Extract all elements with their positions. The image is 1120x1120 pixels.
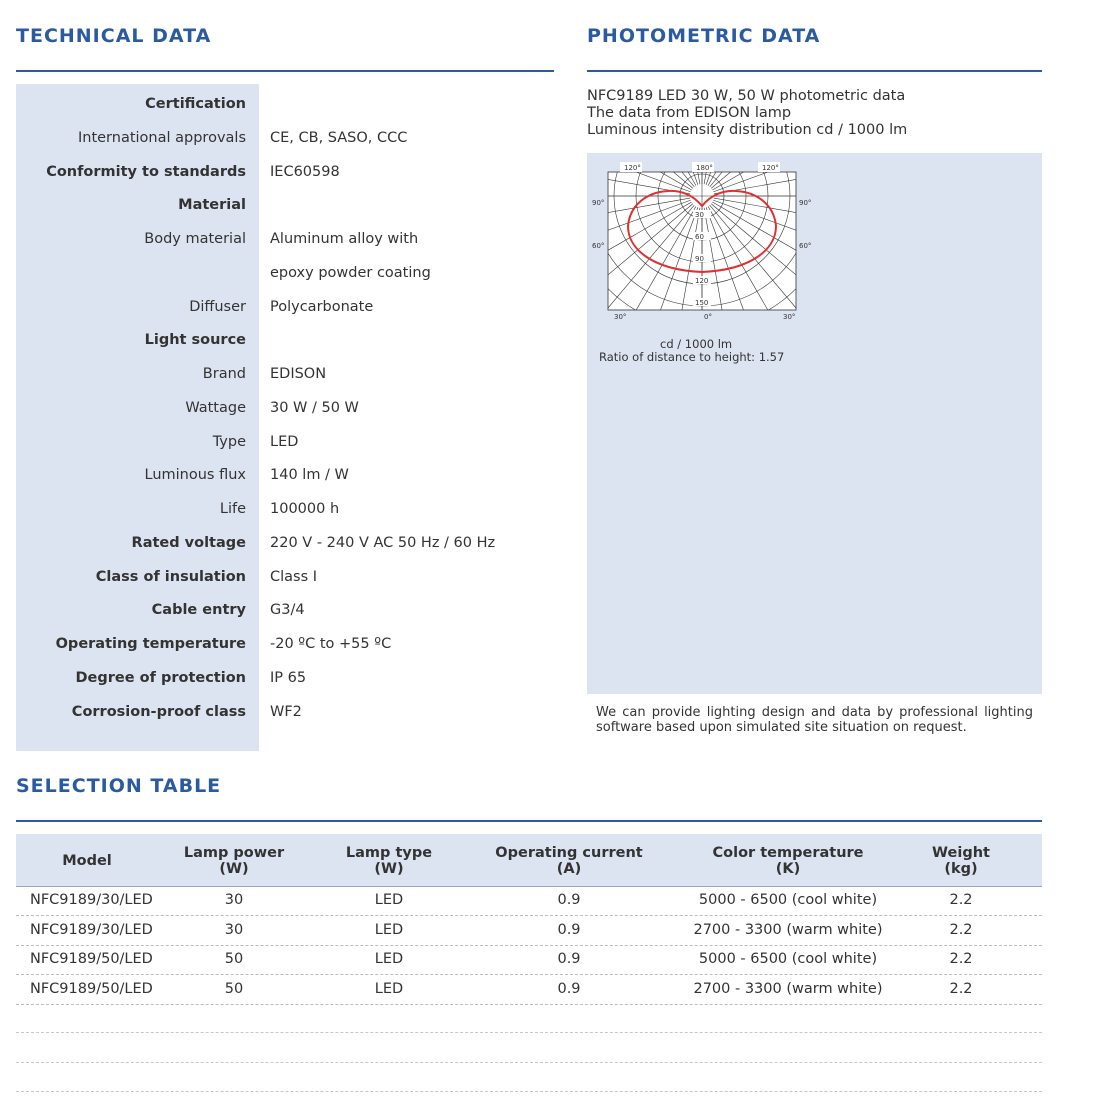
technical-row-label: Conformity to standards — [46, 163, 246, 180]
table-cell: NFC9189/50/LED — [30, 980, 153, 997]
table-cell: NFC9189/50/LED — [30, 951, 153, 967]
technical-row-value: IP 65 — [270, 669, 307, 686]
selection-title-rule — [16, 820, 1042, 822]
technical-row-value: Class I — [270, 568, 318, 585]
technical-data-title: TECHNICAL DATA — [16, 25, 212, 47]
technical-row-label: Corrosion-proof class — [71, 703, 246, 720]
technical-row-value: EDISON — [270, 366, 327, 382]
table-row — [16, 886, 1042, 916]
technical-row-label: Rated voltage — [131, 534, 246, 551]
technical-row-label: Type — [212, 433, 246, 450]
angle-label-left-upper: 90° — [592, 199, 605, 207]
ring-label: 120 — [695, 277, 709, 285]
technical-row-value: WF2 — [270, 703, 302, 720]
table-cell: 2.2 — [949, 951, 973, 967]
table-cell: 30 — [224, 921, 244, 938]
table-cell: 2700 - 3300 (warm white) — [693, 921, 883, 938]
angle-label-bottom-right: 30° — [783, 313, 796, 321]
table-cell: LED — [374, 921, 404, 938]
photometric-line-1: NFC9189 LED 30 W, 50 W photometric data — [587, 88, 906, 104]
ring-label: 60 — [695, 233, 704, 241]
technical-row — [16, 527, 576, 561]
table-cell: LED — [374, 951, 404, 967]
technical-row — [16, 122, 576, 156]
angle-label-top-center: 180° — [696, 164, 713, 172]
table-cell: 0.9 — [557, 951, 581, 967]
empty-row-divider — [16, 1032, 1042, 1033]
angle-label-bottom-left: 30° — [614, 313, 627, 321]
technical-row-value: IEC60598 — [270, 163, 340, 180]
technical-row-label: Light source — [144, 332, 246, 349]
technical-row — [16, 156, 576, 190]
technical-row-label: Luminous flux — [144, 467, 246, 484]
empty-row-divider — [16, 1062, 1042, 1063]
diagram-unit: cd / 1000 lm — [660, 337, 733, 351]
diagram-ratio: Ratio of distance to height: 1.57 — [599, 350, 785, 364]
empty-row-divider — [16, 1091, 1042, 1092]
technical-row — [16, 358, 576, 392]
technical-row-label: Material — [178, 197, 246, 214]
technical-row — [16, 561, 576, 595]
technical-row — [16, 223, 576, 257]
technical-row-label: Cable entry — [151, 602, 246, 619]
ring-label: 30 — [695, 211, 704, 219]
technical-row-label: Diffuser — [189, 298, 246, 315]
technical-row-label: Operating temperature — [55, 636, 246, 652]
table-cell: 5000 - 6500 (cool white) — [698, 892, 878, 908]
technical-row — [16, 459, 576, 493]
technical-row — [16, 662, 576, 696]
header-operating-current: Operating current (A) — [495, 845, 643, 877]
angle-label-top-right: 120° — [762, 164, 779, 172]
technical-row-label: Life — [219, 501, 246, 517]
technical-row-value: 220 V - 240 V AC 50 Hz / 60 Hz — [270, 534, 496, 551]
technical-row — [16, 189, 576, 223]
table-cell: 0.9 — [557, 921, 581, 938]
technical-row-value: epoxy powder coating — [270, 264, 431, 281]
table-cell: 0.9 — [557, 980, 581, 997]
technical-row-label: Degree of protection — [75, 669, 246, 686]
ring-label: 150 — [695, 299, 709, 307]
table-cell: 5000 - 6500 (cool white) — [698, 951, 878, 967]
technical-row — [16, 426, 576, 460]
technical-row-label: Certification — [145, 96, 246, 112]
table-cell: NFC9189/30/LED — [30, 921, 153, 938]
ring-label: 90 — [695, 255, 704, 263]
technical-row — [16, 493, 576, 527]
technical-row-label: Brand — [202, 366, 246, 382]
angle-label-left-lower: 60° — [592, 242, 605, 250]
angle-label-bottom-center: 0° — [704, 313, 712, 321]
table-cell: LED — [374, 892, 404, 908]
table-cell: 2.2 — [949, 921, 973, 938]
technical-row — [16, 291, 576, 325]
photometric-title-rule — [587, 70, 1042, 72]
technical-row — [16, 392, 576, 426]
photometric-line-3: Luminous intensity distribution cd / 1000 lm — [587, 122, 908, 138]
table-cell: 2.2 — [949, 892, 973, 908]
technical-row — [16, 594, 576, 628]
technical-row-value: Polycarbonate — [270, 298, 374, 315]
lighting-design-note: We can provide lighting design and data by professional lighting software based upon simulated site situation on request. — [596, 705, 1033, 735]
selection-table-title: SELECTION TABLE — [16, 775, 222, 797]
technical-row-label: Body material — [144, 231, 246, 247]
selection-table-header — [16, 834, 1042, 887]
header-model: Model — [62, 853, 112, 869]
technical-row-label: Class of insulation — [95, 568, 246, 585]
technical-row — [16, 696, 576, 730]
header-lamp-type: Lamp type (W) — [345, 845, 433, 877]
technical-row — [16, 88, 576, 122]
photometric-data-title: PHOTOMETRIC DATA — [587, 25, 821, 47]
angle-label-right-lower: 60° — [799, 242, 812, 250]
table-row — [16, 916, 1042, 946]
technical-row-value: Aluminum alloy with — [270, 231, 419, 247]
angle-label-right-upper: 90° — [799, 199, 812, 207]
photometric-description — [587, 88, 907, 139]
table-cell: 50 — [224, 951, 244, 967]
technical-row-value: LED — [270, 433, 299, 450]
technical-row-value: CE, CB, SASO, CCC — [270, 129, 408, 146]
technical-row-value: 140 lm / W — [270, 467, 349, 484]
technical-row-label: Wattage — [185, 399, 246, 416]
technical-row-value: 30 W / 50 W — [270, 399, 359, 416]
technical-row — [16, 324, 576, 358]
table-cell: 0.9 — [557, 892, 581, 908]
table-row — [16, 975, 1042, 1005]
table-cell: 30 — [224, 892, 244, 908]
header-color-temperature: Color temperature (K) — [712, 845, 864, 877]
table-cell: 2.2 — [949, 980, 973, 997]
technical-row-label: International approvals — [77, 129, 246, 146]
polar-intensity-diagram — [590, 160, 820, 325]
table-cell: NFC9189/30/LED — [30, 892, 153, 908]
technical-row — [16, 628, 576, 662]
technical-row-value: G3/4 — [270, 602, 305, 619]
technical-row-value: -20 ºC to +55 ºC — [270, 636, 392, 652]
header-weight: Weight (kg) — [932, 845, 990, 877]
table-cell: 50 — [224, 980, 244, 997]
header-lamp-power: Lamp power (W) — [183, 845, 285, 877]
technical-title-rule — [16, 70, 554, 72]
technical-row — [16, 257, 576, 291]
table-cell: LED — [374, 980, 404, 997]
table-cell: 2700 - 3300 (warm white) — [693, 980, 883, 997]
angle-label-top-left: 120° — [624, 164, 641, 172]
table-row — [16, 945, 1042, 975]
photometric-line-2: The data from EDISON lamp — [587, 105, 792, 121]
technical-row-value: 100000 h — [270, 501, 340, 517]
